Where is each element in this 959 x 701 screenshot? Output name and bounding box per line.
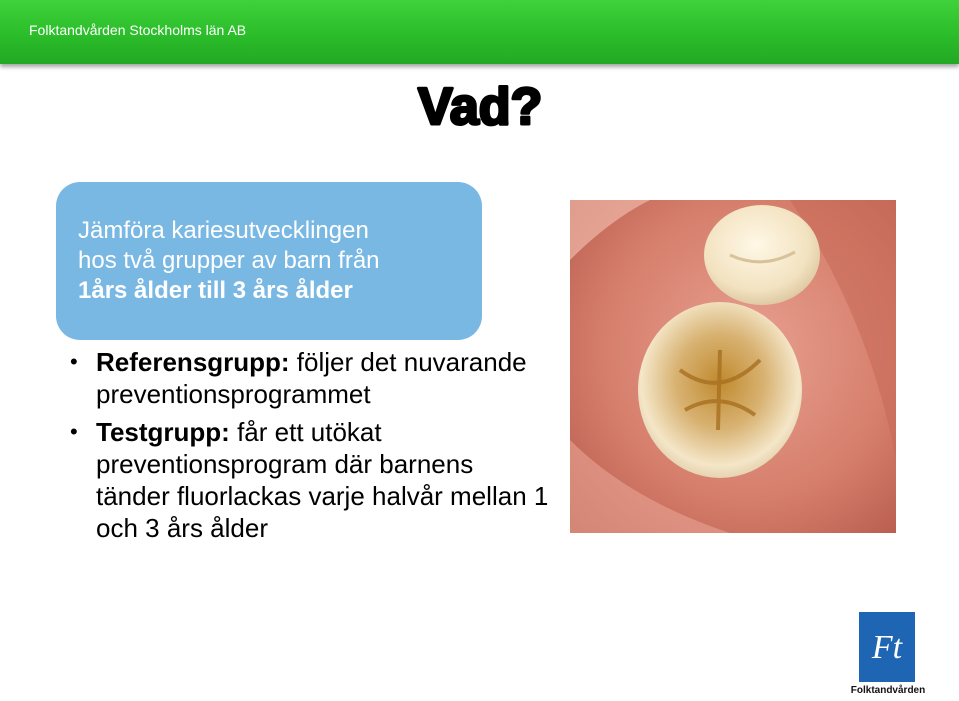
bullet-reference-group <box>70 346 550 410</box>
logo-wordmark: Folktandvården <box>850 685 926 696</box>
slide-title-text: Vad? <box>418 78 543 136</box>
bullet-text: följer det nuvarande preventionsprogrammet <box>96 347 527 409</box>
bullet-list <box>70 346 550 544</box>
callout-line-3: 1års ålder till 3 års ålder <box>78 277 353 304</box>
header-bar <box>0 0 959 64</box>
bullet-term: Testgrupp: <box>96 417 230 447</box>
organization-name: Folktandvården Stockholms län AB <box>29 22 247 38</box>
callout-line-2: hos två grupper av barn från <box>78 247 380 274</box>
callout-line-1: Jämföra kariesutvecklingen <box>78 217 369 244</box>
bullet-text: får ett utökat preventionsprogram där barnens tänder fluorlackas varje halvår mellan 1 och 3 års ålder <box>96 417 549 543</box>
bullet-term: Referensgrupp: <box>96 347 290 377</box>
bullet-test-group <box>70 416 550 544</box>
logo-monogram-text: Ft <box>871 629 903 666</box>
slide-title <box>416 76 576 136</box>
logo-monogram-icon <box>859 612 915 682</box>
logo-emblem <box>859 612 915 682</box>
folktandvarden-logo <box>849 612 927 698</box>
tooth-photo <box>570 200 896 533</box>
bullet-dot-icon: • <box>70 419 78 444</box>
summary-callout <box>56 182 482 340</box>
bullet-dot-icon: • <box>70 349 78 374</box>
